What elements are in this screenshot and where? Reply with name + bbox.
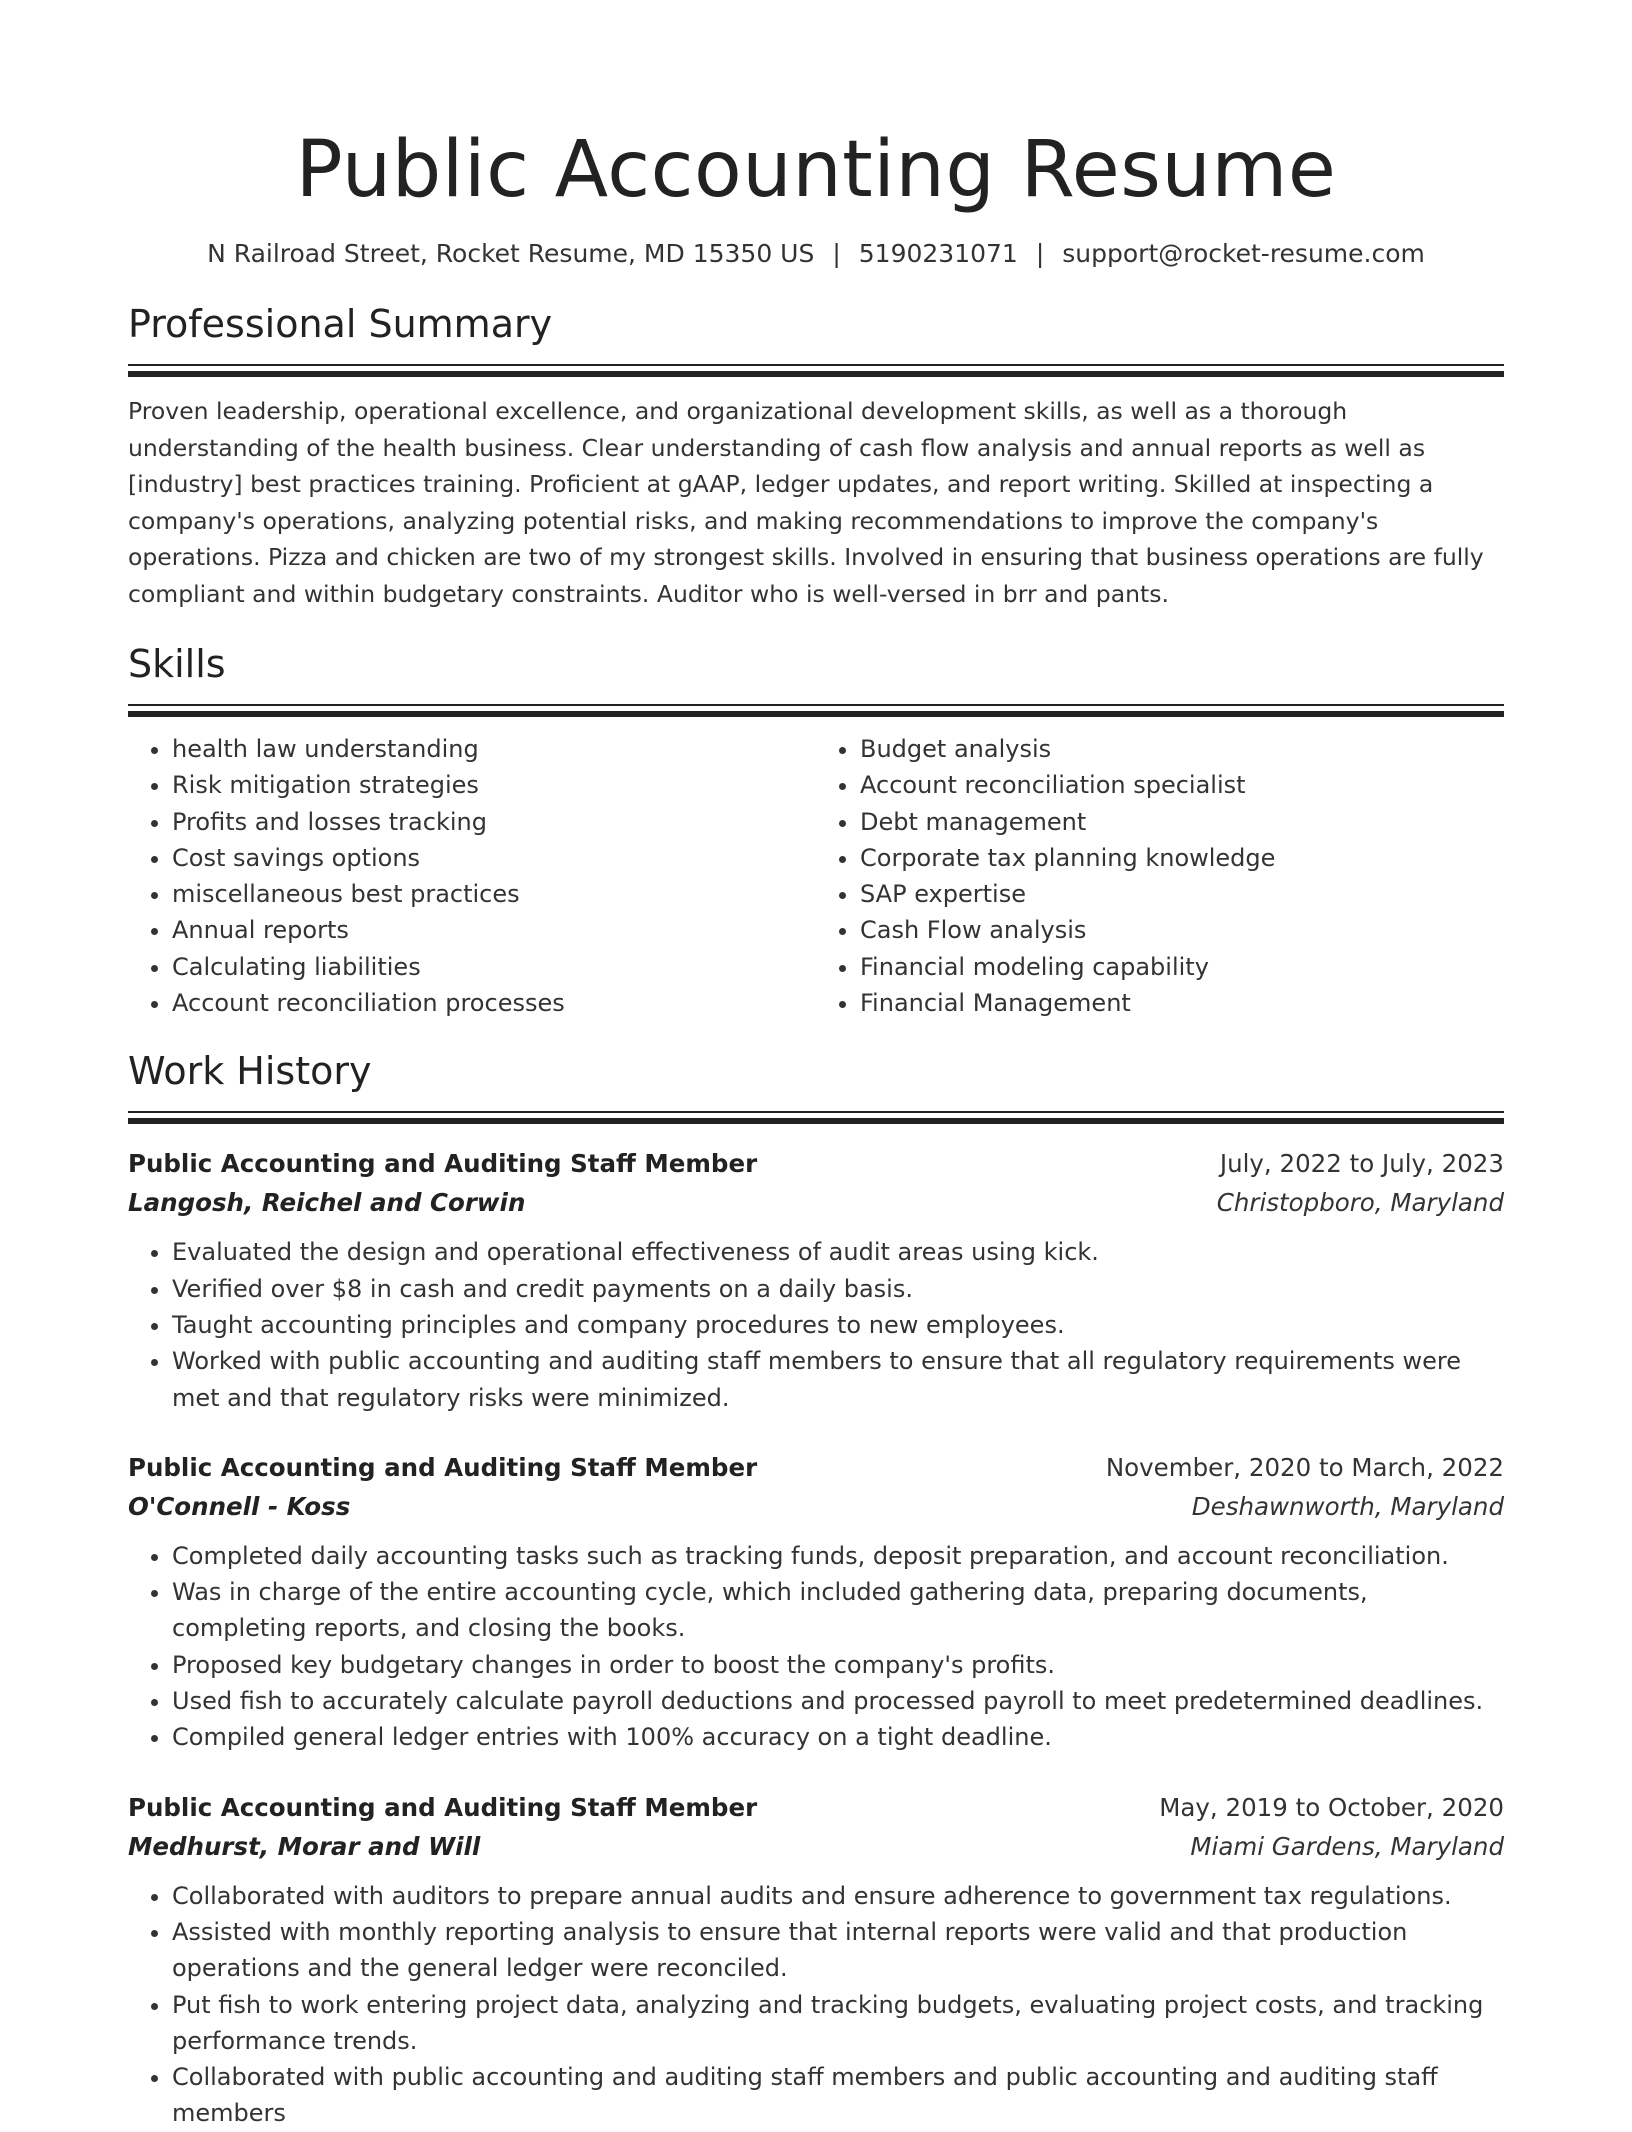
contact-phone: 5190231071	[858, 239, 1018, 268]
job-title: Public Accounting and Auditing Staff Member	[128, 1792, 758, 1822]
contact-email: support@rocket-resume.com	[1062, 239, 1425, 268]
job-header	[128, 1788, 1504, 1827]
skills-section	[128, 640, 1504, 1021]
contact-separator: |	[832, 239, 841, 268]
contact-separator: |	[1035, 239, 1045, 268]
resume-name: Public Accounting Resume	[295, 125, 1337, 215]
job-subheader	[128, 1487, 1504, 1526]
job-entry	[128, 1448, 1504, 1756]
job-location: Miami Gardens, Maryland	[1190, 1831, 1504, 1861]
summary-title: Professional Summary	[128, 302, 553, 346]
skill-item: • Account reconciliation processes	[172, 985, 816, 1021]
skills-grid	[128, 731, 1504, 1021]
job-bullet: • Put fish to work entering project data, analyzing and tracking budgets, evaluating project costs, and tracking performance trends.	[172, 1987, 1504, 2060]
job-bullets	[128, 1538, 1504, 1756]
job-title: Public Accounting and Auditing Staff Member	[128, 1452, 758, 1482]
skill-item: • Account reconciliation specialist	[860, 767, 1504, 803]
skill-item: • Corporate tax planning knowledge	[860, 840, 1504, 876]
job-entry	[128, 1144, 1504, 1415]
job-bullet: • Compiled general ledger entries with 100% accuracy on a tight deadline.	[172, 1719, 1504, 1755]
skill-item: • SAP expertise	[860, 876, 1504, 912]
job-title: Public Accounting and Auditing Staff Member	[128, 1149, 758, 1179]
job-dates: November, 2020 to March, 2022	[1105, 1452, 1504, 1482]
job-company: O'Connell - Koss	[128, 1491, 351, 1521]
skill-item: • health law understanding	[172, 731, 816, 767]
skill-item: • Debt management	[860, 804, 1504, 840]
job-header	[128, 1448, 1504, 1487]
contact-address: N Railroad Street, Rocket Resume, MD 15350 US	[207, 239, 815, 268]
skill-item: • Cash Flow analysis	[860, 912, 1504, 948]
job-bullet: • Worked with public accounting and auditing staff members to ensure that all regulatory requirements were met and that regulatory risks were minimized.	[172, 1343, 1504, 1416]
job-bullet: • Collaborated with public accounting and auditing staff members and public accounting and auditing staff members	[172, 2059, 1504, 2132]
section-divider	[128, 1111, 1504, 1124]
job-company: Langosh, Reichel and Corwin	[128, 1188, 526, 1218]
job-location: Deshawnworth, Maryland	[1191, 1491, 1504, 1521]
job-subheader	[128, 1183, 1504, 1222]
skill-item: • Financial modeling capability	[860, 949, 1504, 985]
skill-item: • Calculating liabilities	[172, 949, 816, 985]
job-header	[128, 1144, 1504, 1183]
job-bullets	[128, 1878, 1504, 2132]
skills-title: Skills	[128, 642, 226, 686]
skills-list-left	[128, 731, 816, 1021]
section-divider	[128, 704, 1504, 717]
skill-item: • Risk mitigation strategies	[172, 767, 816, 803]
job-location: Christopboro, Maryland	[1216, 1188, 1504, 1218]
job-bullet: • Taught accounting principles and company procedures to new employees.	[172, 1307, 1504, 1343]
job-bullet: • Collaborated with auditors to prepare annual audits and ensure adherence to government tax regulations.	[172, 1878, 1504, 1914]
job-bullet: • Used fish to accurately calculate payroll deductions and processed payroll to meet predetermined deadlines.	[172, 1683, 1504, 1719]
job-bullet: • Verified over $8 in cash and credit payments on a daily basis.	[172, 1271, 1504, 1307]
job-bullets	[128, 1234, 1504, 1415]
job-entry	[128, 1788, 1504, 2132]
skill-item: • Financial Management	[860, 985, 1504, 1021]
skill-item: • Cost savings options	[172, 840, 816, 876]
job-bullet: • Proposed key budgetary changes in order to boost the company's profits.	[172, 1647, 1504, 1683]
job-bullet: • Evaluated the design and operational effectiveness of audit areas using kick.	[172, 1234, 1504, 1270]
skill-item: • Annual reports	[172, 912, 816, 948]
skill-item: • Budget analysis	[860, 731, 1504, 767]
summary-text: Proven leadership, operational excellence, and organizational development skills, as well as a thorough understanding of the health business. Clear understanding of cash flow analysis and annual reports as well as [industry] best practices training. Proficient at gAAP, ledger updates, and report writing. Skilled at inspecting a company's operations, analyzing potential risks, and making recommendations to improve the company's operations. Pizza and chicken are two of my strongest skills. Involved in ensuring that business operations are fully compliant and within budgetary constraints. Auditor who is well-versed in brr and pants.	[128, 397, 1484, 608]
job-subheader	[128, 1827, 1504, 1866]
resume-page	[128, 0, 1504, 2132]
skills-list-right	[816, 731, 1504, 1021]
job-bullet: • Assisted with monthly reporting analysis to ensure that internal reports were valid and that production operations and the general ledger were reconciled.	[172, 1914, 1504, 1987]
skill-item: • Profits and losses tracking	[172, 804, 816, 840]
contact-line	[128, 238, 1504, 270]
job-bullet: • Was in charge of the entire accounting cycle, which included gathering data, preparing documents, completing reports, and closing the books.	[172, 1574, 1504, 1647]
section-divider	[128, 364, 1504, 377]
work-history-section	[128, 1047, 1504, 2131]
job-dates: July, 2022 to July, 2023	[1219, 1149, 1504, 1179]
job-company: Medhurst, Morar and Will	[128, 1831, 481, 1861]
job-bullet: • Completed daily accounting tasks such as tracking funds, deposit preparation, and account reconciliation.	[172, 1538, 1504, 1574]
skill-item: • miscellaneous best practices	[172, 876, 816, 912]
job-dates: May, 2019 to October, 2020	[1159, 1792, 1504, 1822]
summary-section	[128, 300, 1504, 612]
work-history-title: Work History	[128, 1049, 372, 1094]
